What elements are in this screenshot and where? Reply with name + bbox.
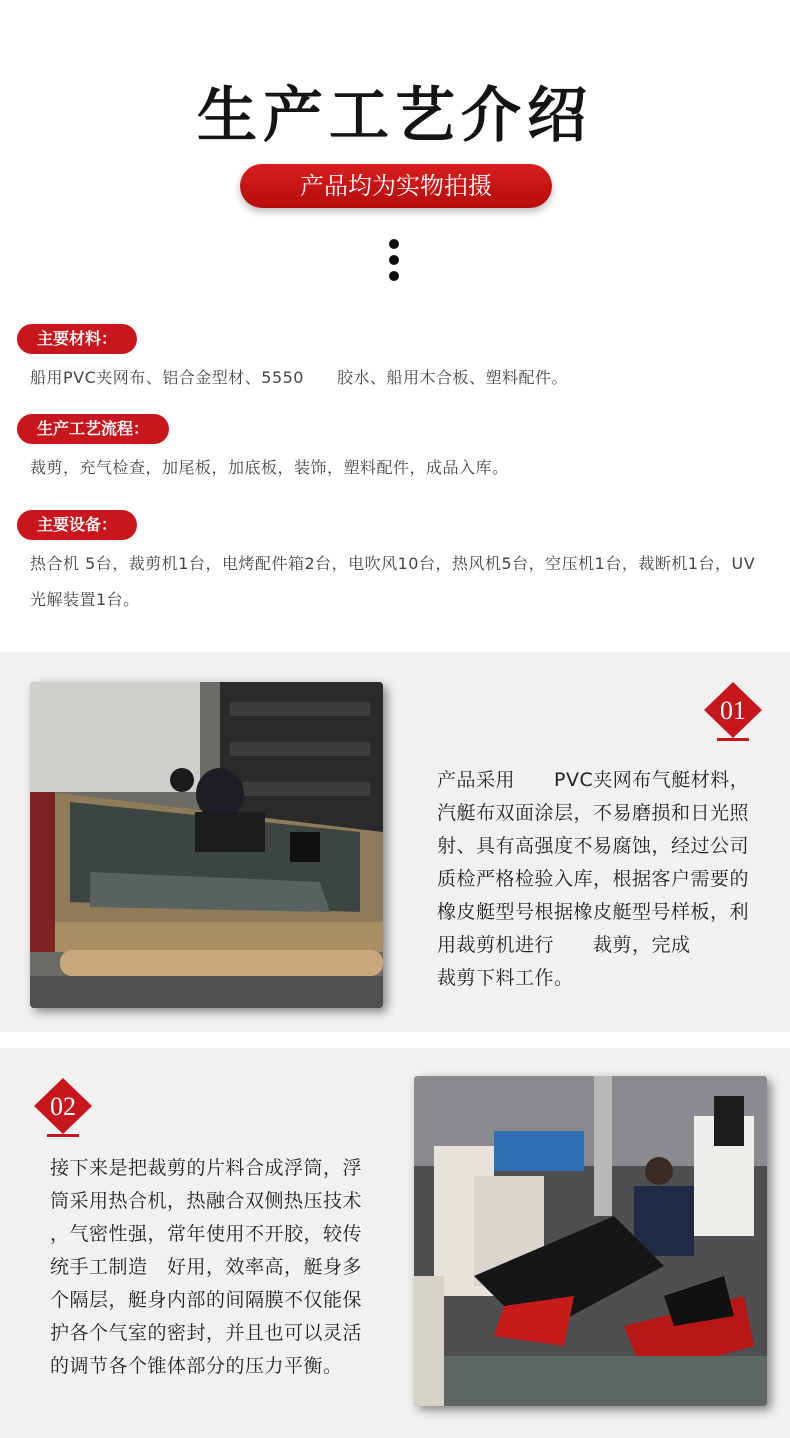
process-tag: 生产工艺流程： (17, 414, 169, 444)
step1-line: 射、具有高强度不易腐蚀，经过公司 (437, 835, 750, 857)
step1-line: 质检严格检验入库，根据客户需要的 (437, 868, 750, 890)
process-text: 裁剪，充气检查，加尾板，加底板，装饰，塑料配件，成品入库。 (30, 458, 509, 477)
step2-line: 护各个气室的密封，并且也可以灵活 (50, 1322, 363, 1344)
vertical-dots-icon (389, 239, 401, 287)
step2-line: 个隔层，艇身内部的间隔膜不仅能保 (50, 1289, 363, 1311)
equipment-tag: 主要设备： (17, 510, 137, 540)
step2-description (50, 1152, 380, 1383)
step1-line: 裁剪下料工作。 (437, 967, 574, 989)
step1-description (437, 764, 767, 995)
step1-number: 01 (720, 696, 746, 725)
step2-line: 的调节各个锥体部分的压力平衡。 (50, 1355, 343, 1377)
step2-panel (0, 1048, 790, 1438)
subtitle-pill: 产品均为实物拍摄 (240, 164, 552, 208)
materials-tag: 主要材料： (17, 324, 137, 354)
step2-line: 统手工制造 好用，效率高，艇身多 (50, 1256, 363, 1278)
step1-panel (0, 652, 790, 1032)
step1-line: 橡皮艇型号根据橡皮艇型号样板，利 (437, 901, 750, 923)
step2-number: 02 (50, 1092, 76, 1121)
step2-line: 筒采用热合机，热融合双侧热压技术 (50, 1190, 363, 1212)
step2-line: ，气密性强，常年使用不开胶，较传 (50, 1223, 363, 1245)
step1-line: 产品采用 PVC夹网布气艇材料， (437, 769, 750, 791)
equipment-text: 热合机 5台，裁剪机1台，电烤配件箱2台，电吹风10台，热风机5台，空压机1台，裁断机1台，UV光解装置1台。 (30, 554, 756, 609)
step1-line: 用裁剪机进行 裁剪，完成 (437, 934, 691, 956)
materials-text: 船用PVC夹网布、铝合金型材、5550 胶水、船用木合板、塑料配件。 (30, 368, 568, 387)
step2-line: 接下来是把裁剪的片料合成浮筒，浮 (50, 1157, 363, 1179)
page-title: 生产工艺介绍 (197, 81, 593, 151)
cutting-work-photo (30, 682, 383, 1008)
step1-line: 汽艇布双面涂层，不易磨损和日光照 (437, 802, 750, 824)
welding-work-photo (414, 1076, 767, 1406)
